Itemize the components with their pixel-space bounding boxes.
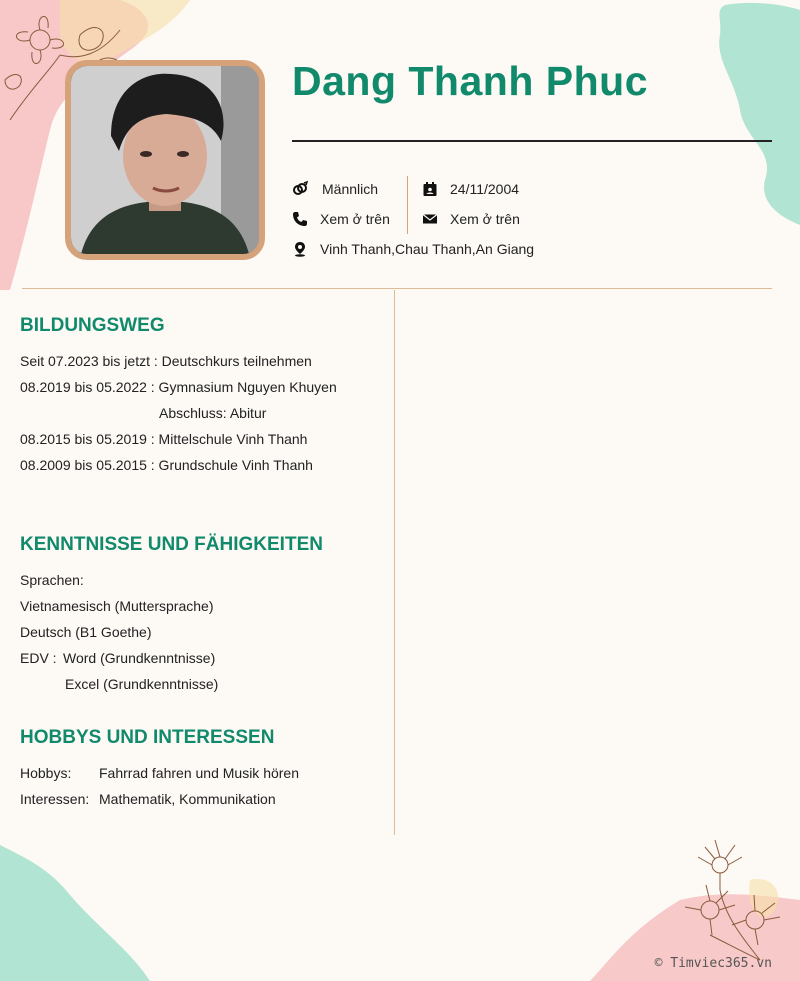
copyright-watermark: © Timviec365.vn (654, 956, 772, 971)
skill-line: EDV : (20, 650, 57, 666)
interests-value: Mathematik, Kommunikation (99, 791, 276, 807)
info-divider (407, 176, 408, 234)
address-value: Vinh Thanh,Chau Thanh,An Giang (320, 241, 535, 257)
decor-flower-bottom-right-icon (680, 835, 795, 965)
decor-bottom-left-wash (0, 840, 170, 981)
avatar (71, 66, 259, 254)
education-line: Abschluss: Abitur (159, 405, 267, 421)
column-divider (394, 290, 395, 835)
phone-value: Xem ở trên (320, 211, 390, 227)
map-pin-icon (292, 241, 308, 257)
skill-line: Excel (Grundkenntnisse) (65, 676, 219, 692)
section-title-education: BILDUNGSWEG (20, 315, 165, 336)
section-title-hobbies: HOBBYS UND INTERESSEN (20, 727, 275, 748)
education-line: 08.2009 bis 05.2015 : Grundschule Vinh Thanh (20, 457, 313, 473)
skill-line: Deutsch (B1 Goethe) (20, 624, 152, 640)
email-row (422, 211, 520, 227)
hobbies-label: Hobbys: (20, 765, 72, 781)
envelope-icon (422, 211, 438, 227)
education-line: 08.2015 bis 05.2019 : Mittelschule Vinh Thanh (20, 431, 308, 447)
education-line: Seit 07.2023 bis jetzt : Deutschkurs teilnehmen (20, 353, 312, 369)
education-line: 08.2019 bis 05.2022 : Gymnasium Nguyen Khuyen (20, 379, 337, 395)
profile-photo (65, 60, 265, 260)
gender-icon (292, 181, 308, 197)
email-value: Xem ở trên (450, 211, 520, 227)
skill-line: Vietnamesisch (Muttersprache) (20, 598, 214, 614)
section-title-skills: KENNTNISSE UND FÄHIGKEITEN (20, 534, 323, 555)
name-underline (292, 140, 772, 142)
skill-line: Sprachen: (20, 572, 84, 588)
hobbies-value: Fahrrad fahren und Musik hören (99, 765, 299, 781)
header-divider (22, 288, 772, 289)
phone-row (292, 211, 390, 227)
address-row (292, 241, 534, 257)
calendar-icon (422, 181, 438, 197)
interests-label: Interessen: (20, 791, 90, 807)
candidate-name: Dang Thanh Phuc (292, 58, 648, 104)
phone-icon (292, 211, 308, 227)
birthdate-value: 24/11/2004 (450, 181, 520, 197)
gender-row (292, 181, 378, 197)
birthdate-row (422, 181, 519, 197)
skill-line: Word (Grundkenntnisse) (63, 650, 216, 666)
decor-top-right-wash (705, 0, 800, 230)
gender-value: Männlich (322, 181, 379, 197)
